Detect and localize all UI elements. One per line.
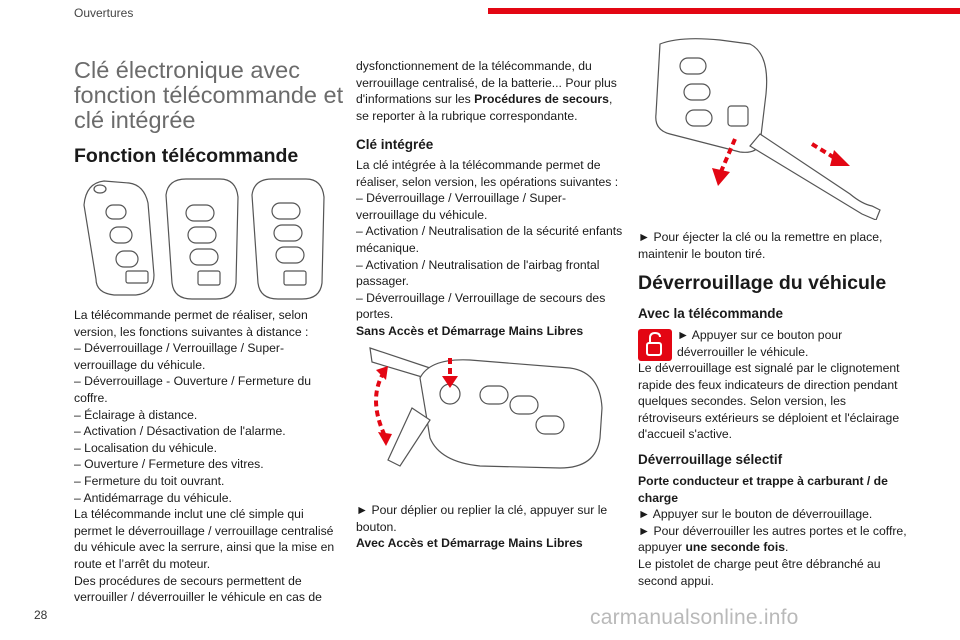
press-text [677, 327, 909, 360]
list-item: – Antidémarrage du véhicule. [74, 490, 232, 505]
eject-instruction: ► Pour éjecter la clé ou la remettre en place, maintenir le bouton tiré. [638, 230, 883, 261]
fold-instruction: ► Pour déplier ou replier la clé, appuyer sur le bouton. [356, 503, 608, 534]
charge-note: Le pistolet de charge peut être débranché au second appui. [638, 556, 881, 588]
continuation-text-end: , se reporter à la rubrique correspondante. [356, 92, 613, 123]
list-item: – Activation / Désactivation de l'alarme. [74, 424, 286, 439]
paragraph: La clé intégrée à la télécommande permet de réaliser, selon version, les opérations suivantes : [356, 158, 619, 189]
list-item: – Déverrouillage / Verrouillage / Super-verrouillage du véhicule. [74, 341, 285, 372]
section-label: Ouvertures [74, 6, 134, 20]
continuation-text: dysfonctionnement de la télécommande, du verrouillage centralisé, de la batterie... Pour plus d'informations sur les [356, 59, 617, 107]
step-1: ► Appuyer sur le bouton de déverrouillage. [638, 507, 873, 522]
label-sans-acces: Sans Accès et Démarrage Mains Libres [356, 323, 584, 338]
cle-integree-text [356, 157, 626, 340]
step-2-end: . [785, 540, 789, 555]
paragraph: Le déverrouillage est signalé par le clignotement rapide des feux indicateurs de direction pendant quelques secondes. Selon version, les rétroviseurs extérieurs se déploient et l'éclairage d'accueil s'active. [638, 361, 900, 442]
col2-continuation [356, 58, 626, 124]
press-instruction: ► Appuyer sur ce bouton pour déverrouiller le véhicule. [677, 328, 843, 359]
remote-keys-illustration [74, 175, 336, 303]
heading-avec-telecommande: Avec la télécommande [638, 306, 784, 321]
heading-cle-integree: Clé intégrée [356, 137, 434, 152]
page-number: 28 [34, 608, 48, 622]
paragraph: Des procédures de secours permettent de verrouiller / déverrouiller le véhicule en cas de [74, 573, 322, 605]
folding-key-illustration [360, 338, 620, 478]
list-item: – Fermeture du toit ouvrant. [74, 473, 225, 488]
eject-text [638, 229, 910, 262]
step-2-emphasis: une seconde fois [685, 540, 785, 555]
label-avec-acces: Avec Accès et Démarrage Mains Libres [356, 536, 583, 551]
fonction-text [74, 307, 342, 606]
list-item: – Activation / Neutralisation de la sécurité enfants mécanique. [356, 224, 623, 255]
eject-key-illustration [640, 34, 910, 220]
label-porte-conducteur: Porte conducteur et trappe à carburant / de charge [638, 474, 888, 505]
header-accent-bar [488, 8, 960, 14]
watermark: carmanualsonline.info [590, 606, 799, 629]
list-item: – Ouverture / Fermeture des vitres. [74, 457, 264, 472]
fold-text [356, 502, 626, 552]
page-title: Clé électronique avec fonction télécommande et clé intégrée [74, 57, 344, 133]
paragraph: La télécommande permet de réaliser, selon version, les fonctions suivantes à distance : [74, 308, 309, 339]
unlock-icon [638, 329, 672, 361]
list-item: – Localisation du véhicule. [74, 440, 217, 455]
list-item: – Activation / Neutralisation de l'airbag frontal passager. [356, 257, 600, 289]
selective-text [638, 473, 910, 589]
list-item: – Déverrouillage / Verrouillage / Super-verrouillage du véhicule. [356, 191, 567, 222]
heading-deverrouillage-selectif: Déverrouillage sélectif [638, 452, 783, 467]
step-2: ► Pour déverrouiller les autres portes et le coffre, appuyer [638, 523, 907, 555]
signal-text [638, 360, 910, 443]
link-procedures-secours: Procédures de secours [474, 92, 609, 107]
heading-fonction-telecommande: Fonction télécommande [74, 145, 299, 167]
list-item: – Déverrouillage - Ouverture / Fermeture du coffre. [74, 374, 312, 405]
heading-deverrouillage: Déverrouillage du véhicule [638, 272, 887, 294]
list-item: – Éclairage à distance. [74, 407, 198, 422]
paragraph: La télécommande inclut une clé simple qui permet le déverrouillage / verrouillage centralisé du véhicule avec la serrure, ainsi que la mise en route et l’arrêt du moteur. [74, 507, 335, 571]
list-item: – Déverrouillage / Verrouillage de secours des portes. [356, 290, 606, 322]
